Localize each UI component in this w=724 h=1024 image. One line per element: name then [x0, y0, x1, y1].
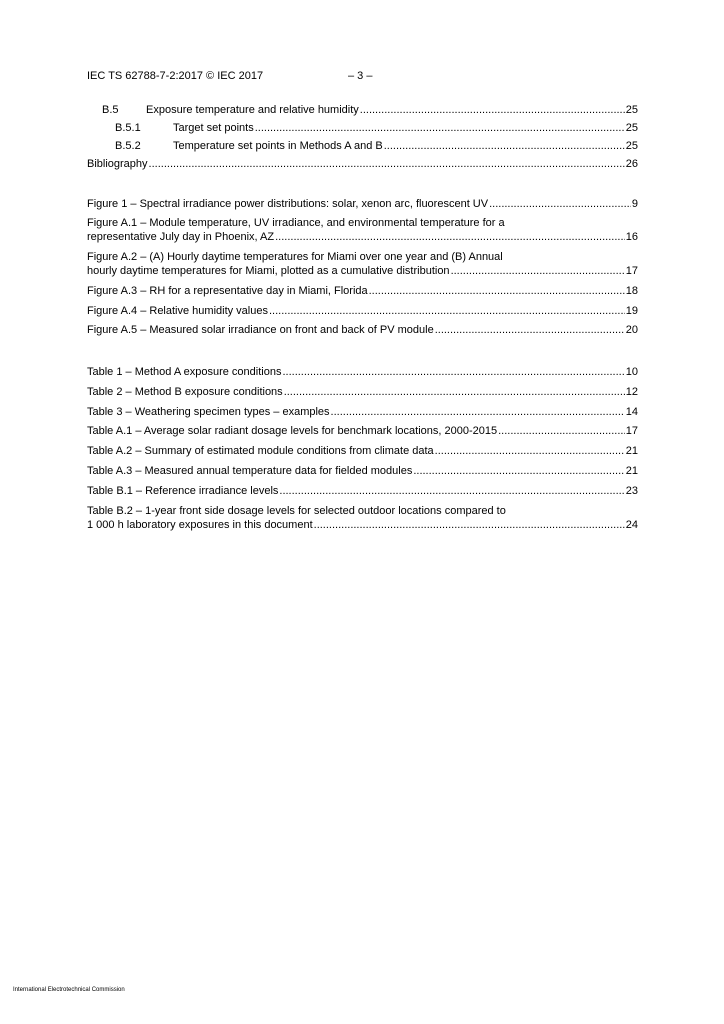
table-entry-page: 17 [625, 425, 638, 437]
table-entry[interactable] [87, 505, 638, 533]
table-entry[interactable] [87, 406, 638, 420]
figure-entry[interactable] [87, 198, 638, 212]
page-number: – 3 – [348, 70, 373, 82]
figure-entry-page: 18 [625, 285, 638, 297]
toc-entry-b5[interactable] [102, 104, 638, 118]
dot-leader [282, 366, 624, 379]
toc-entry-page: 25 [625, 140, 638, 152]
dot-leader [384, 140, 625, 153]
figure-entry[interactable] [87, 305, 638, 319]
figure-entry-page: 16 [625, 231, 638, 243]
toc-entry-page: 26 [625, 158, 638, 170]
figure-entry[interactable] [87, 324, 638, 338]
toc-entry-page: 25 [625, 104, 638, 116]
figure-entry-title: Figure A.2 – (A) Hourly daytime temperatures for Miami over one year and (B) Annual [87, 251, 503, 263]
figure-entry-page: 17 [625, 265, 638, 277]
table-entry-title: Table A.2 – Summary of estimated module conditions from climate data [87, 445, 434, 457]
table-entry-title: Table B.2 – 1-year front side dosage levels for selected outdoor locations compared to [87, 505, 506, 517]
table-entry-page: 24 [625, 519, 638, 531]
table-entry-title: Table B.1 – Reference irradiance levels [87, 485, 279, 497]
toc-entry-b5-2[interactable] [115, 140, 638, 154]
table-entry-page: 10 [625, 366, 638, 378]
toc-entry-title: Temperature set points in Methods A and B [173, 140, 383, 152]
dot-leader [331, 406, 625, 419]
table-entry-page: 23 [625, 485, 638, 497]
dot-leader [360, 104, 625, 117]
figure-entry-page: 19 [625, 305, 638, 317]
table-entry-title-cont: 1 000 h laboratory exposures in this document [87, 519, 313, 531]
figure-entry-title-cont: representative July day in Phoenix, AZ [87, 231, 275, 243]
figure-entry-page: 20 [625, 324, 638, 336]
toc-entry-b5-1[interactable] [115, 122, 638, 136]
figure-entry-title: Figure A.4 – Relative humidity values [87, 305, 268, 317]
dot-leader [369, 285, 625, 298]
page-header [87, 70, 637, 84]
table-entry[interactable] [87, 386, 638, 400]
figure-entry[interactable] [87, 251, 638, 279]
table-entry-page: 21 [625, 465, 638, 477]
toc-entry-number: B.5.1 [115, 122, 141, 134]
toc-entry-number: B.5.2 [115, 140, 141, 152]
dot-leader [498, 425, 625, 438]
document-identifier: IEC TS 62788-7-2:2017 © IEC 2017 [87, 70, 264, 82]
publisher-footer: International Electrotechnical Commission [13, 987, 125, 993]
toc-entry-page: 25 [625, 122, 638, 134]
toc-entry-title: Bibliography [87, 158, 148, 170]
dot-leader [255, 122, 625, 135]
dot-leader [284, 386, 625, 399]
figure-entry-title: Figure A.3 – RH for a representative day in Miami, Florida [87, 285, 368, 297]
table-entry-page: 12 [625, 386, 638, 398]
table-entry-page: 21 [625, 445, 638, 457]
figure-entry[interactable] [87, 285, 638, 299]
table-entry-title: Table A.1 – Average solar radiant dosage levels for benchmark locations, 2000-2015 [87, 425, 498, 437]
table-entry-title: Table 3 – Weathering specimen types – examples [87, 406, 330, 418]
dot-leader [451, 265, 625, 278]
table-entry[interactable] [87, 445, 638, 459]
figure-entry-title: Figure A.5 – Measured solar irradiance on front and back of PV module [87, 324, 434, 336]
figure-entry-title: Figure 1 – Spectral irradiance power distributions: solar, xenon arc, fluorescent UV [87, 198, 489, 210]
table-entry[interactable] [87, 366, 638, 380]
dot-leader [413, 465, 624, 478]
toc-entry-bibliography[interactable] [87, 158, 638, 172]
dot-leader [435, 445, 625, 458]
figure-entry[interactable] [87, 217, 638, 245]
table-entry[interactable] [87, 425, 638, 439]
dot-leader [314, 519, 625, 532]
table-entry[interactable] [87, 485, 638, 499]
figure-entry-title: Figure A.1 – Module temperature, UV irradiance, and environmental temperature for a [87, 217, 505, 229]
toc-entry-title: Target set points [173, 122, 254, 134]
table-entry[interactable] [87, 465, 638, 479]
table-entry-title: Table 1 – Method A exposure conditions [87, 366, 282, 378]
dot-leader [149, 158, 625, 171]
toc-entry-number: B.5 [102, 104, 119, 116]
table-entry-title: Table 2 – Method B exposure conditions [87, 386, 283, 398]
table-entry-title: Table A.3 – Measured annual temperature data for fielded modules [87, 465, 413, 477]
table-entry-page: 14 [625, 406, 638, 418]
dot-leader [489, 198, 631, 211]
dot-leader [275, 231, 625, 244]
dot-leader [279, 485, 624, 498]
toc-entry-title: Exposure temperature and relative humidity [146, 104, 359, 116]
figure-entry-page: 9 [631, 198, 638, 210]
dot-leader [269, 305, 625, 318]
figure-entry-title-cont: hourly daytime temperatures for Miami, plotted as a cumulative distribution [87, 265, 450, 277]
dot-leader [435, 324, 625, 337]
